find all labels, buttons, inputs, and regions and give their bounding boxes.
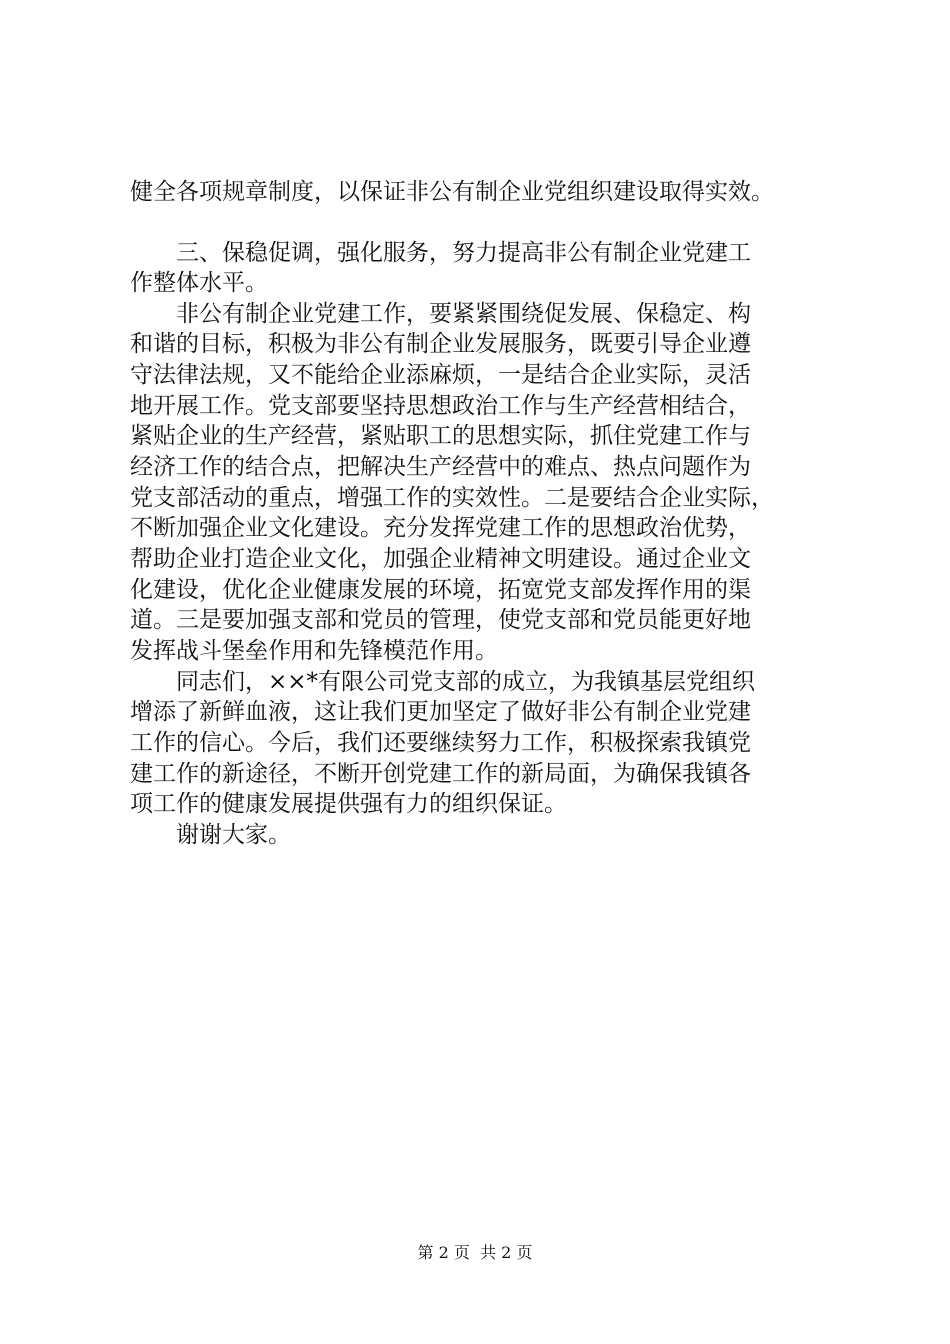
section-heading-line: 三、保稳促调，强化服务，努力提高非公有制企业党建工 [130, 240, 751, 266]
paragraph-line: 同志们，××*有限公司党支部的成立，为我镇基层党组织 [130, 669, 756, 695]
paragraph-line: 非公有制企业党建工作，要紧紧围绕促发展、保稳定、构 [130, 301, 751, 327]
paragraph-line: 守法律法规，又不能给企业添麻烦，一是结合企业实际，灵活 [130, 362, 751, 388]
paragraph-line: 发挥战斗堡垒作用和先锋模范作用。 [130, 638, 498, 664]
paragraph-line: 地开展工作。党支部要坚持思想政治工作与生产经营相结合， [130, 393, 751, 419]
paragraph-line: 道。三是要加强支部和党员的管理，使党支部和党员能更好地 [130, 607, 751, 633]
paragraph-line: 经济工作的结合点，把解决生产经营中的难点、热点问题作为 [130, 454, 751, 480]
paragraph-line: 和谐的目标，积极为非公有制企业发展服务，既要引导企业遵 [130, 331, 751, 357]
paragraph-line: 工作的信心。今后，我们还要继续努力工作，积极探索我镇党 [130, 730, 751, 756]
paragraph-line: 增添了新鲜血液，这让我们更加坚定了做好非公有制企业党建 [130, 699, 751, 725]
paragraph-line: 建工作的新途径，不断开创党建工作的新局面，为确保我镇各 [130, 761, 751, 787]
paragraph-line: 健全各项规章制度，以保证非公有制企业党组织建设取得实效。 [130, 179, 774, 205]
paragraph-line: 紧贴企业的生产经营，紧贴职工的思想实际，抓住党建工作与 [130, 423, 751, 449]
paragraph-line: 党支部活动的重点，增强工作的实效性。二是要结合企业实际， [130, 485, 774, 511]
paragraph-line: 化建设，优化企业健康发展的环境，拓宽党支部发挥作用的渠 [130, 577, 751, 603]
closing-line: 谢谢大家。 [130, 822, 291, 848]
section-heading-line: 作整体水平。 [130, 270, 268, 296]
paragraph-line: 帮助企业打造企业文化，加强企业精神文明建设。通过企业文 [130, 546, 751, 572]
page-number-footer: 第 2 页 共 2 页 [417, 1243, 533, 1262]
paragraph-line: 项工作的健康发展提供强有力的组织保证。 [130, 791, 567, 817]
paragraph-line: 不断加强企业文化建设。充分发挥党建工作的思想政治优势， [130, 515, 751, 541]
